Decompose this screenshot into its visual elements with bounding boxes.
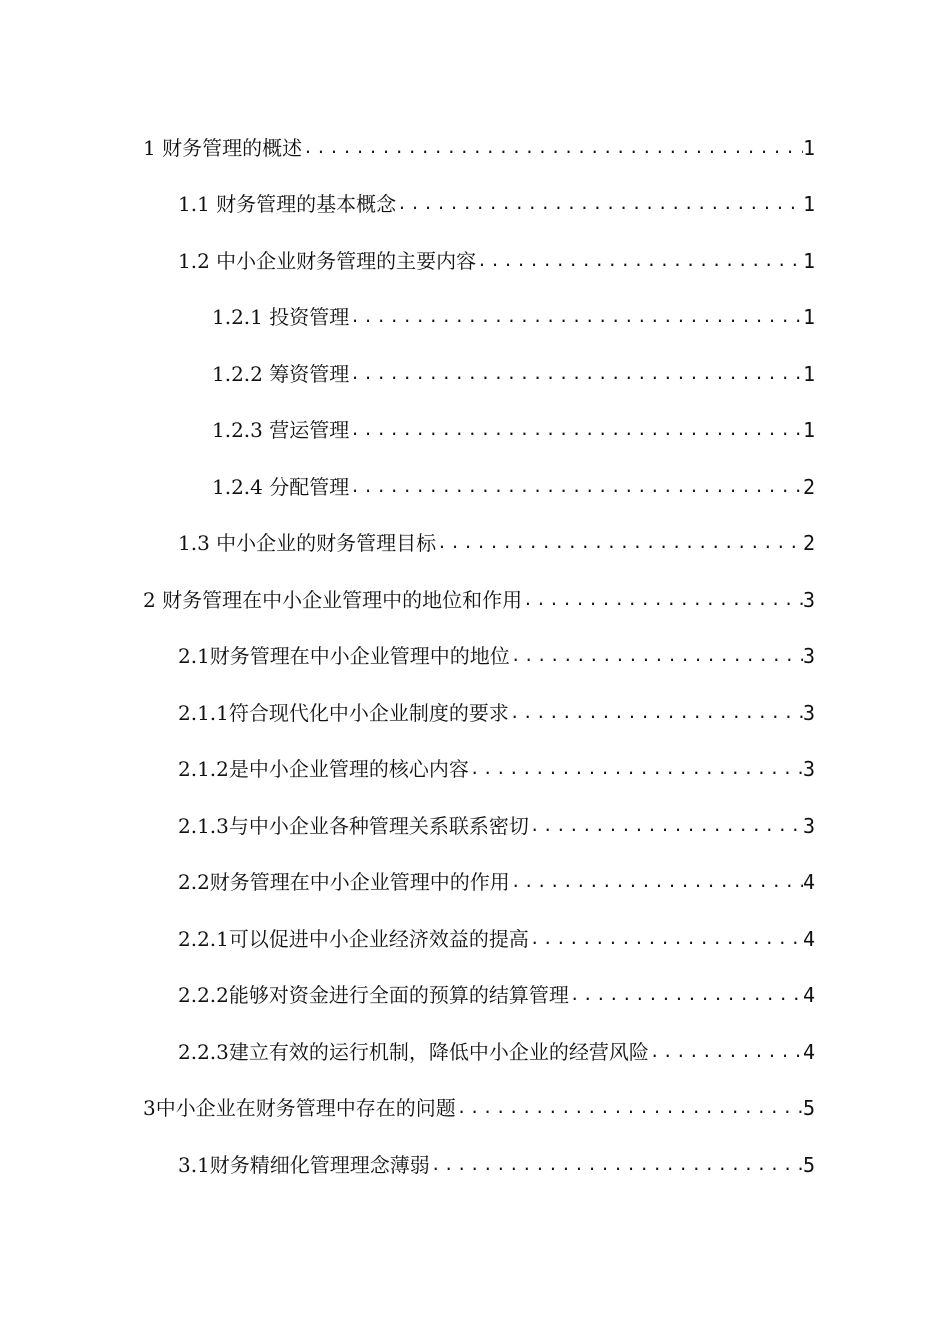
toc-entry[interactable] (212, 413, 815, 443)
toc-dot-leader (510, 869, 803, 895)
toc-page-number: 1 (803, 362, 815, 386)
toc-page-number: 3 (803, 757, 815, 781)
toc-entry-title: 1.2.3 营运管理 (212, 418, 350, 442)
toc-entry-title: 2.1.1符合现代化中小企业制度的要求 (178, 701, 509, 725)
toc-entry[interactable] (212, 470, 815, 500)
toc-entry[interactable] (212, 300, 815, 330)
toc-dot-leader (349, 361, 803, 387)
toc-page-number: 3 (803, 588, 815, 612)
toc-entry-title: 2.2.2能够对资金进行全面的预算的结算管理 (178, 983, 569, 1007)
toc-dot-leader (349, 417, 803, 443)
toc-entry-title: 1.3 中小企业的财务管理目标 (178, 531, 437, 555)
toc-entry[interactable] (178, 1035, 815, 1065)
toc-dot-leader (529, 926, 803, 952)
toc-entry-title: 2.2.3建立有效的运行机制，降低中小企业的经营风险 (178, 1040, 649, 1064)
toc-entry[interactable] (178, 639, 815, 669)
toc-page-number: 3 (803, 814, 815, 838)
toc-entry[interactable] (178, 696, 815, 726)
toc-entry-title: 2 财务管理在中小企业管理中的地位和作用 (143, 588, 523, 612)
toc-page-number: 4 (803, 1040, 815, 1064)
toc-dot-leader (509, 700, 803, 726)
toc-page-number: 2 (803, 531, 815, 555)
toc-entry-title: 2.1财务管理在中小企业管理中的地位 (178, 644, 510, 668)
toc-dot-leader (349, 474, 803, 500)
toc-entry[interactable] (178, 978, 815, 1008)
toc-dot-leader (529, 813, 803, 839)
toc-entry[interactable] (178, 187, 815, 217)
toc-page-number: 3 (803, 701, 815, 725)
toc-entry-title: 2.1.3与中小企业各种管理关系联系密切 (178, 814, 529, 838)
toc-page-number: 4 (803, 927, 815, 951)
toc-entry-title: 1.2 中小企业财务管理的主要内容 (178, 249, 477, 273)
toc-entry-title: 1.2.2 筹资管理 (212, 362, 350, 386)
toc-dot-leader (522, 587, 803, 613)
toc-dot-leader (349, 304, 803, 330)
toc-entry[interactable] (143, 1091, 815, 1121)
toc-entry-title: 2.2财务管理在中小企业管理中的作用 (178, 870, 510, 894)
toc-entry[interactable] (212, 357, 815, 387)
toc-entry-title: 1.2.4 分配管理 (212, 475, 350, 499)
toc-page-number: 5 (803, 1096, 815, 1120)
toc-entry-title: 1.2.1 投资管理 (212, 305, 350, 329)
toc-page-number: 4 (803, 983, 815, 1007)
toc-entry[interactable] (178, 809, 815, 839)
toc-page-number: 1 (803, 192, 815, 216)
toc-entry[interactable] (143, 583, 815, 613)
toc-dot-leader (430, 1152, 803, 1178)
toc-dot-leader (396, 191, 803, 217)
toc-dot-leader (649, 1039, 803, 1065)
toc-page-number: 1 (803, 305, 815, 329)
toc-page-number: 3 (803, 644, 815, 668)
toc-entry-title: 2.1.2是中小企业管理的核心内容 (178, 757, 469, 781)
toc-entry-title: 2.2.1可以促进中小企业经济效益的提高 (178, 927, 529, 951)
toc-entry[interactable] (178, 922, 815, 952)
toc-entry[interactable] (143, 131, 815, 161)
toc-dot-leader (569, 982, 803, 1008)
toc-page-number: 1 (803, 249, 815, 273)
toc-dot-leader (302, 135, 803, 161)
toc-entry-title: 3中小企业在财务管理中存在的问题 (143, 1096, 456, 1120)
toc-entry-title: 3.1财务精细化管理理念薄弱 (178, 1153, 430, 1177)
toc-dot-leader (510, 643, 803, 669)
toc-entry[interactable] (178, 752, 815, 782)
toc-entry[interactable] (178, 526, 815, 556)
toc-entry-title: 1 财务管理的概述 (143, 136, 303, 160)
toc-page-number: 1 (803, 136, 815, 160)
toc-page-number: 1 (803, 418, 815, 442)
toc-dot-leader (456, 1095, 803, 1121)
toc-page-number: 5 (803, 1153, 815, 1177)
toc-dot-leader (436, 530, 803, 556)
toc-page-number: 2 (803, 475, 815, 499)
toc-entry[interactable] (178, 1148, 815, 1178)
toc-page-number: 4 (803, 870, 815, 894)
toc-dot-leader (469, 756, 803, 782)
toc-entry[interactable] (178, 244, 815, 274)
toc-entry[interactable] (178, 865, 815, 895)
toc-entry-title: 1.1 财务管理的基本概念 (178, 192, 397, 216)
toc-dot-leader (476, 248, 803, 274)
